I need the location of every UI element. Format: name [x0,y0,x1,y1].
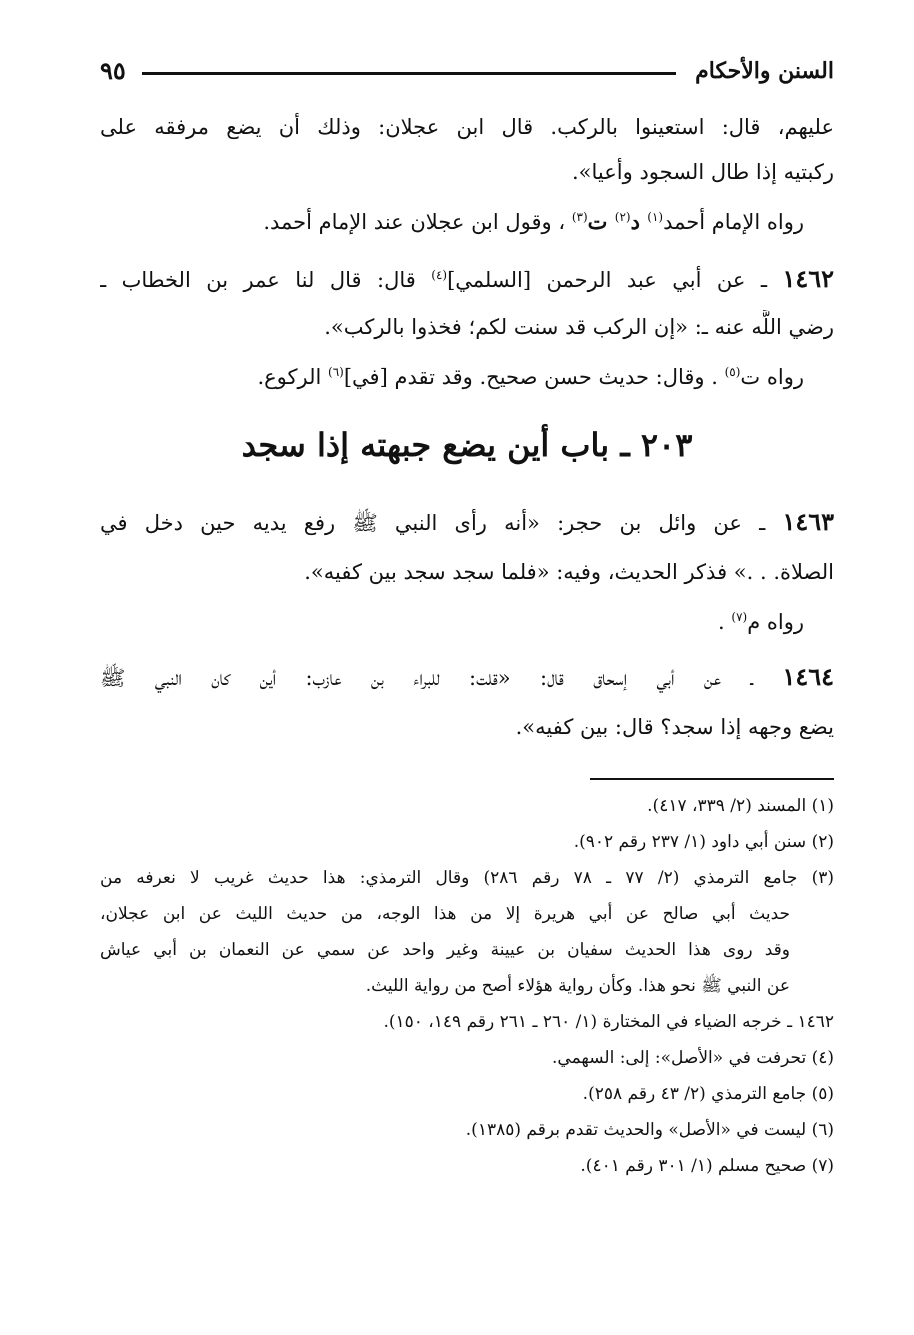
chapter-heading: ٢٠٣ ـ باب أين يضع جبهته إذا سجد [241,426,693,464]
footnote-ref: (٢) [614,210,631,224]
hadith-1464-line [100,660,834,695]
source-abbrev: ت [587,209,615,234]
citation-text: . وقال: حديث حسن صحيح. وقد تقدم [في] [343,365,725,389]
footnote-ref: (٤) [431,268,448,282]
hadith-number: ١٤٦٢ [782,264,834,293]
footnote-ref: (٧) [731,610,748,624]
body-line: الصلاة. . .» فذكر الحديث، وفيه: «فلما سجد سجد بين كفيه». [304,560,834,584]
footnote-continuation: عن النبي ﷺ نحو هذا. وكأن رواية هؤلاء أصح من رواية الليث. [365,976,790,996]
hadith-text: ـ عن وائل بن حجر: «أنه رأى النبي ﷺ رفع يديه حين دخل في [100,511,783,535]
footnote-ref: (٦) [328,365,344,379]
footnote-ref: (٣) [571,210,588,224]
footnote: (٢) سنن أبي داود (١/ ٢٣٧ رقم ٩٠٢). [573,832,834,852]
citation-line [100,605,834,639]
citation-text: رواه الإمام أحمد [663,210,804,234]
footnote: (٧) صحيح مسلم (١/ ٣٠١ رقم ٤٠١). [580,1156,834,1176]
hadith-number: ١٤٦٤ [782,662,834,691]
hadith-text: قال: قال لنا عمر بن الخطاب ـ [100,268,432,292]
body-line: يضع وجهه إذا سجد؟ قال: بين كفيه». [515,715,834,739]
citation-text: الركوع. [257,365,329,389]
footnote-separator [590,778,834,780]
footnote-continuation: حديث أبي صالح عن أبي هريرة إلا من هذا الوجه، من حديث الليث عن ابن عجلان، [100,904,790,924]
citation-line [100,360,834,394]
body-line: رضي اللَّه عنه ـ: «إن الركب قد سنت لكم؛ فخذوا بالركب». [324,315,834,339]
hadith-number: ١٤٦٣ [782,507,834,536]
running-header [100,52,834,92]
footnote: (٦) ليست في «الأصل» والحديث تقدم برقم (١٣٨٥). [465,1120,834,1140]
footnote: (٤) تحرفت في «الأصل»: إلى: السهمي. [552,1048,834,1068]
footnote: (٥) جامع الترمذي (٢/ ٤٣ رقم ٢٥٨). [582,1084,834,1104]
hadith-1463-line [100,505,834,540]
hadith-text: ـ عن أبي إسحاق قال: «قلت: للبراء بن عازب: أين كان النبي ﷺ [100,666,783,690]
header-rule [142,72,676,75]
body-line: عليهم، قال: استعينوا بالركب. قال ابن عجلان: وذلك أن يضع مرفقه على [100,115,834,139]
footnote-continuation: وقد روى هذا الحديث سفيان بن عيينة وغير واحد عن سمي عن النعمان بن أبي عياش [100,940,790,960]
source-abbrev: د [630,209,648,234]
footnote-ref: (١) [647,210,664,224]
hadith-text: ـ عن أبي عبد الرحمن [السلمي] [447,268,783,292]
citation-line [100,205,834,239]
body-line: ركبتيه إذا طال السجود وأعيا». [572,160,834,184]
footnote: (٣) جامع الترمذي (٢/ ٧٧ ـ ٧٨ رقم ٢٨٦) وقال الترمذي: هذا حديث غريب لا نعرفه من [100,868,834,888]
hadith-1462-line [100,262,834,297]
page-number: ٩٥ [100,56,126,85]
citation-text: . [718,610,732,634]
citation-text: رواه م [747,610,804,634]
citation-text: ، وقول ابن عجلان عند الإمام أحمد. [263,210,572,234]
footnote: (١) المسند (٢/ ٣٣٩، ٤١٧). [647,796,834,816]
running-title: السنن والأحكام [695,58,834,84]
footnote-ref: (٥) [724,365,741,379]
citation-text: رواه ت [740,365,804,389]
footnote: ١٤٦٢ ـ خرجه الضياء في المختارة (١/ ٢٦٠ ـ ٢٦١ رقم ١٤٩، ١٥٠). [383,1012,834,1032]
